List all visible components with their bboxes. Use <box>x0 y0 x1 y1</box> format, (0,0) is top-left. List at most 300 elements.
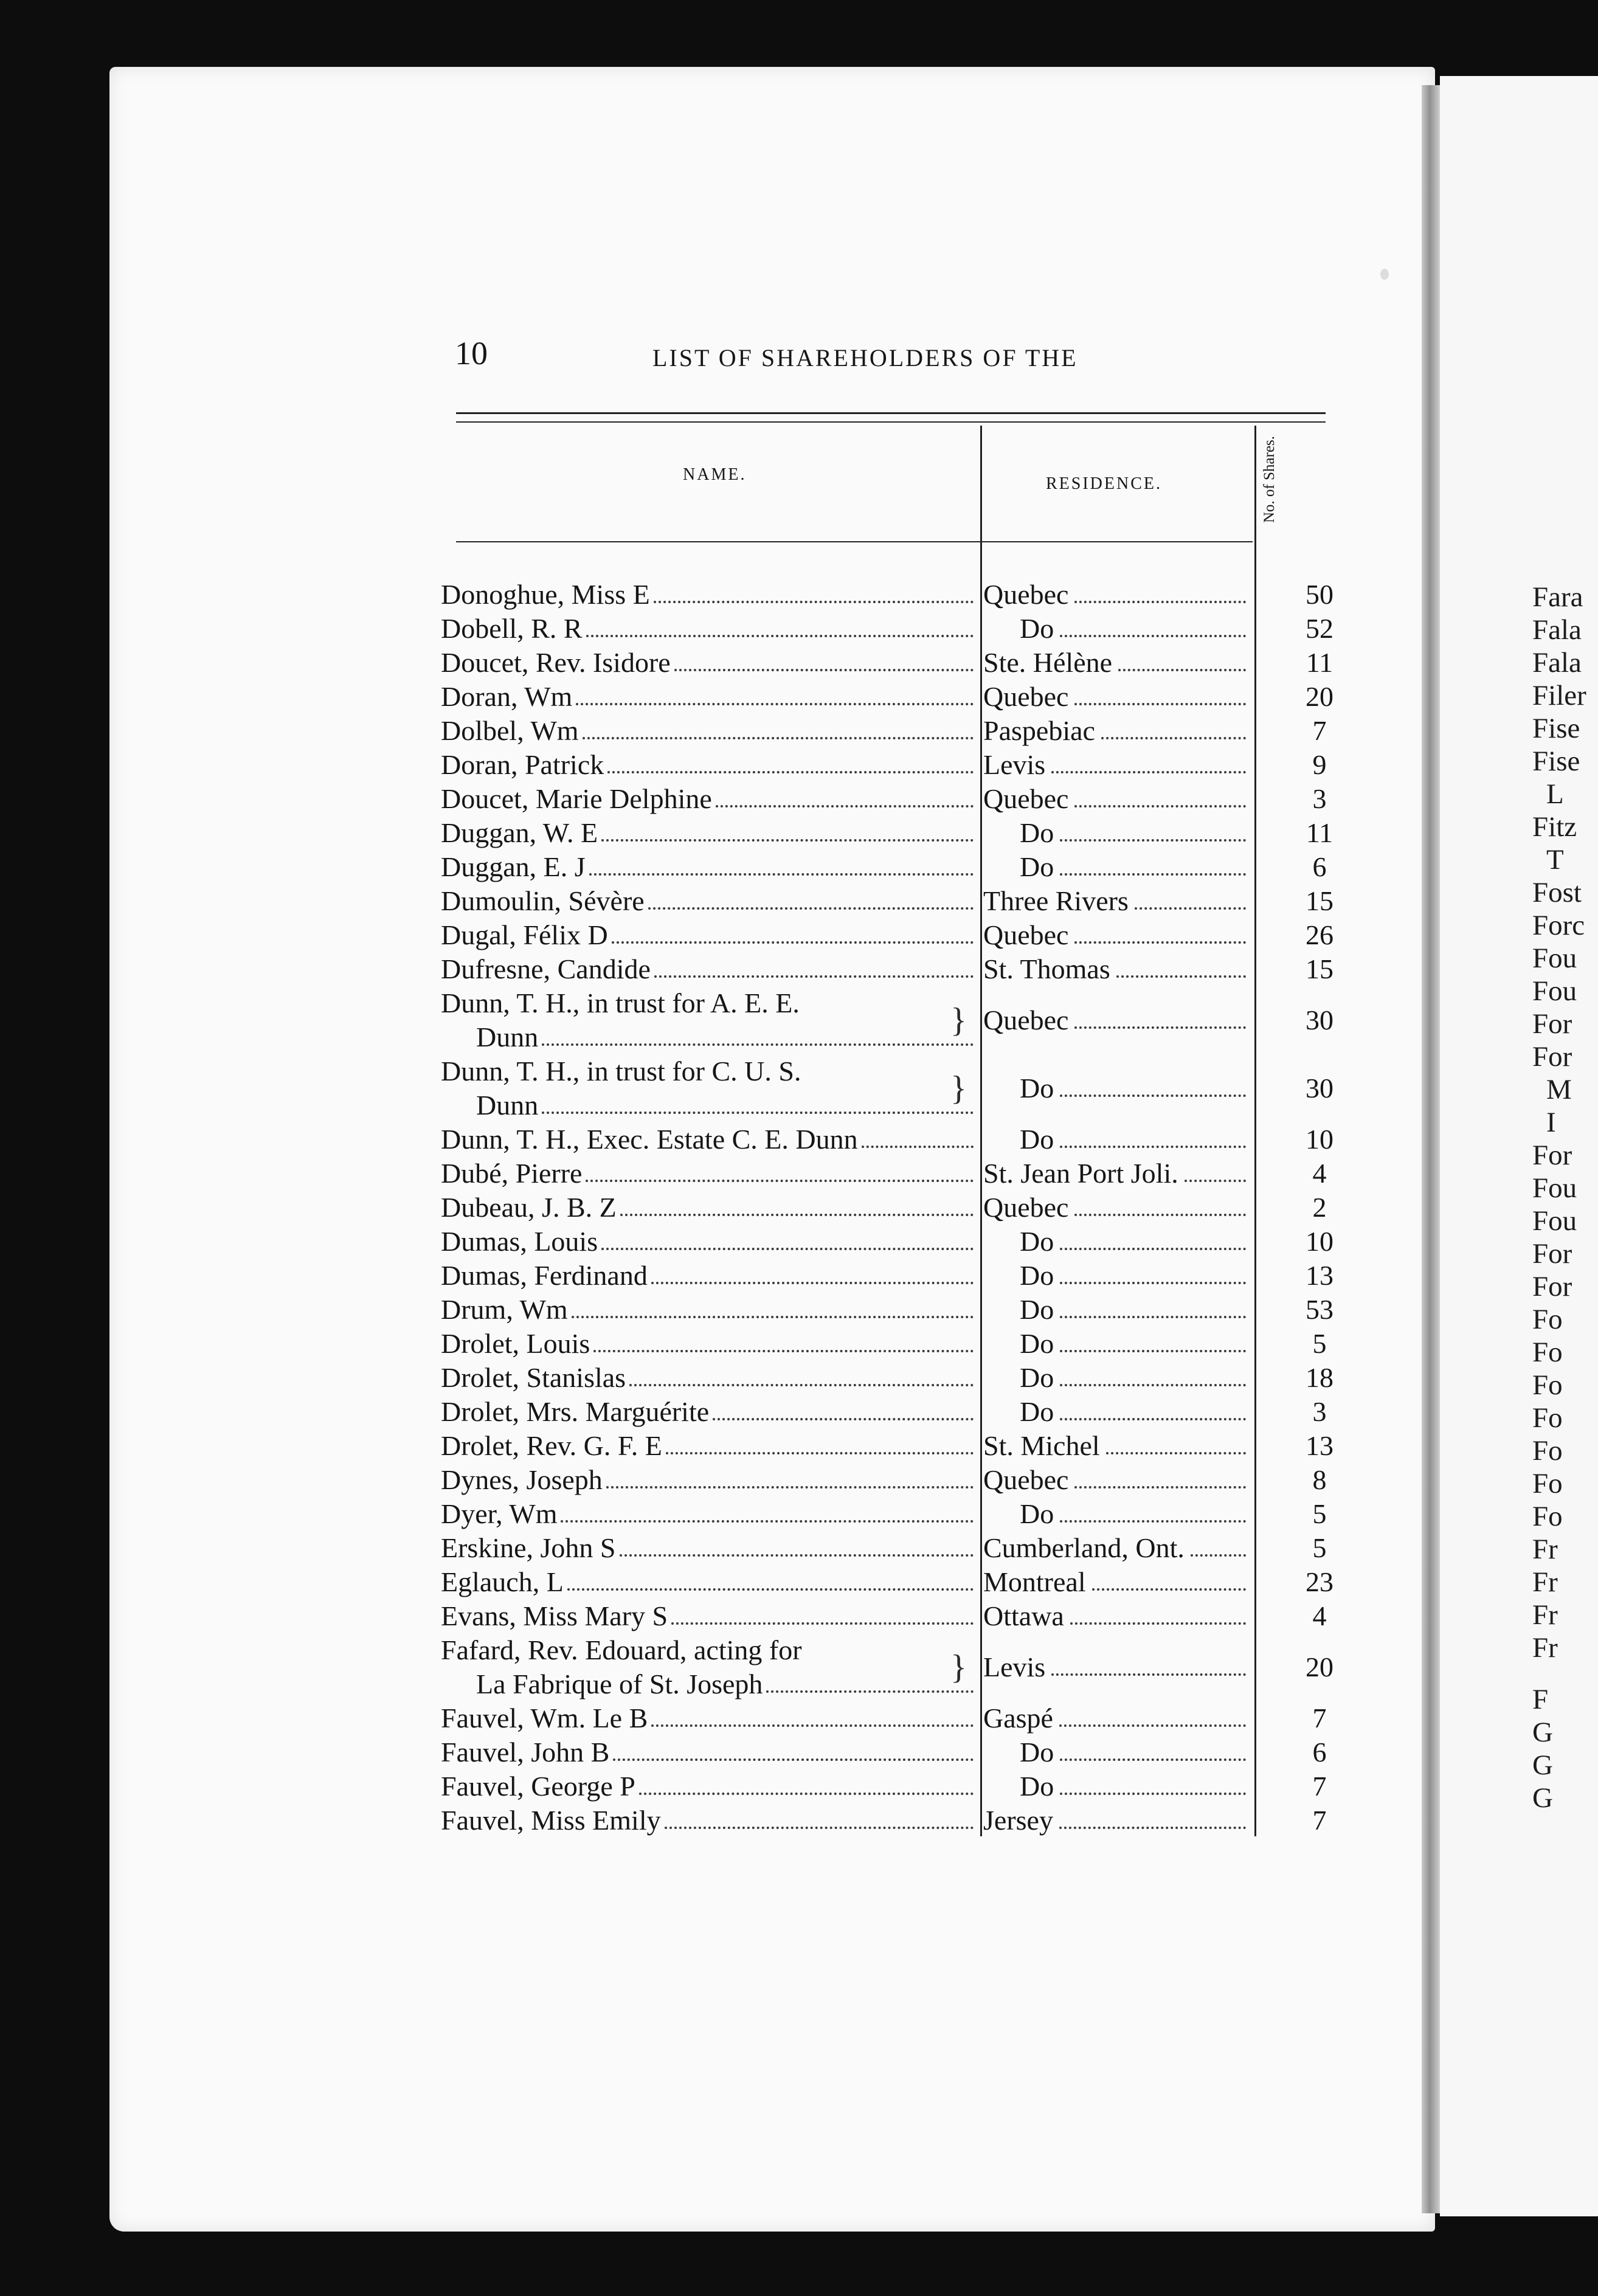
name-text: Dyer, Wm <box>441 1498 558 1529</box>
running-title: LIST OF SHAREHOLDERS OF THE <box>652 344 1078 372</box>
residence <box>983 1225 1251 1259</box>
shareholder-name <box>441 1429 976 1463</box>
shareholder-name <box>441 748 976 782</box>
leader-dots <box>1074 680 1246 705</box>
name-text: Eglauch, L <box>441 1566 564 1597</box>
share-count: 6 <box>1312 1737 1327 1768</box>
residence <box>983 918 1251 952</box>
residence-text: Three Rivers <box>983 885 1129 916</box>
table-row <box>441 748 1377 782</box>
residence <box>983 1361 1251 1395</box>
facing-page-fragment: For <box>1532 1139 1572 1171</box>
residence <box>983 612 1251 646</box>
facing-page-fragment: Fou <box>1532 975 1577 1007</box>
residence <box>983 1497 1251 1531</box>
share-count: 53 <box>1306 1294 1333 1325</box>
share-count: 20 <box>1306 1651 1333 1682</box>
share-count: 5 <box>1312 1498 1327 1529</box>
residence-text: Do <box>1020 1328 1054 1359</box>
table-row <box>441 850 1377 884</box>
shareholder-name <box>441 1463 976 1497</box>
leader-dots <box>766 1667 974 1693</box>
residence-text: Levis <box>983 1651 1046 1682</box>
residence <box>983 1650 1251 1684</box>
residence <box>983 1429 1251 1463</box>
leader-dots <box>1060 1497 1246 1523</box>
share-count: 7 <box>1312 1805 1327 1836</box>
residence-text: St. Thomas <box>983 953 1110 984</box>
leader-dots <box>572 1293 974 1318</box>
shareholder-name <box>441 1361 976 1395</box>
facing-page-fragment: Fo <box>1532 1304 1563 1335</box>
name-text: Dubé, Pierre <box>441 1158 583 1189</box>
share-count: 3 <box>1312 783 1327 814</box>
shareholder-name <box>441 986 976 1054</box>
name-text: Doran, Wm <box>441 681 573 712</box>
shareholder-name <box>441 1327 976 1361</box>
residence <box>983 1395 1251 1429</box>
leader-dots <box>1135 884 1246 910</box>
facing-page-fragment: M <box>1546 1074 1572 1105</box>
facing-page-fragment: Fara <box>1532 581 1583 613</box>
shareholder-name <box>441 714 976 748</box>
leader-dots <box>1060 612 1246 637</box>
leader-dots <box>1060 1259 1246 1284</box>
name-text: Drolet, Mrs. Marguérite <box>441 1396 710 1427</box>
residence-text: Quebec <box>983 1192 1069 1223</box>
residence-text: Do <box>1020 1260 1054 1291</box>
facing-page-fragment: L <box>1546 778 1564 810</box>
shareholder-name <box>441 680 976 714</box>
table-row <box>441 1225 1377 1259</box>
leader-dots <box>1051 1650 1246 1676</box>
leader-dots <box>1060 850 1246 876</box>
residence-text: Gaspé <box>983 1703 1053 1734</box>
residence <box>983 1803 1251 1838</box>
residence-text: Quebec <box>983 919 1069 950</box>
share-count: 3 <box>1312 1396 1327 1427</box>
table-row <box>441 986 1377 1054</box>
top-rule-thin <box>456 421 1326 423</box>
facing-page-fragment: Fo <box>1532 1501 1563 1532</box>
brace: } <box>950 1001 967 1039</box>
table-row <box>441 1157 1377 1191</box>
shareholder-name <box>441 646 976 680</box>
name-text: Fauvel, John B <box>441 1737 610 1768</box>
residence-text: Quebec <box>983 579 1069 610</box>
residence <box>983 952 1251 986</box>
share-count: 30 <box>1306 1073 1333 1104</box>
leader-dots <box>1101 714 1246 739</box>
residence <box>983 1122 1251 1157</box>
facing-page-fragment: Fo <box>1532 1435 1563 1467</box>
residence-text: Do <box>1020 1073 1054 1104</box>
shareholder-name <box>441 1157 976 1191</box>
shareholder-name <box>441 1769 976 1803</box>
share-count: 7 <box>1312 715 1327 746</box>
residence <box>983 1565 1251 1599</box>
share-count: 9 <box>1312 749 1327 780</box>
share-count: 5 <box>1312 1328 1327 1359</box>
name-text: Dufresne, Candide <box>441 953 651 984</box>
name-text: Dobell, R. R <box>441 613 583 644</box>
facing-page-fragment: F <box>1532 1684 1549 1715</box>
leader-dots <box>567 1565 974 1591</box>
residence-text: Do <box>1020 1771 1054 1802</box>
name-text: Donoghue, Miss E <box>441 579 650 610</box>
table-row <box>441 612 1377 646</box>
leader-dots <box>1074 578 1246 603</box>
residence <box>983 1157 1251 1191</box>
facing-page-fragment: Fost <box>1532 877 1582 908</box>
name-text: Fauvel, George P <box>441 1771 635 1802</box>
shareholder-name <box>441 1259 976 1293</box>
residence <box>983 578 1251 612</box>
shareholder-name <box>441 1803 976 1838</box>
share-count: 7 <box>1312 1703 1327 1734</box>
name-text: Drolet, Stanislas <box>441 1362 626 1393</box>
facing-page-fragment: T <box>1546 844 1564 876</box>
residence <box>983 1071 1251 1105</box>
name-text: Duggan, E. J <box>441 851 586 882</box>
residence <box>983 1735 1251 1769</box>
residence <box>983 1599 1251 1633</box>
brace: } <box>950 1648 967 1686</box>
facing-page-fragment: I <box>1546 1107 1556 1138</box>
table-row <box>441 1395 1377 1429</box>
leader-dots <box>713 1395 974 1420</box>
leader-dots <box>1060 1327 1246 1352</box>
residence <box>983 680 1251 714</box>
share-count: 52 <box>1306 613 1333 644</box>
shareholder-name <box>441 884 976 918</box>
shareholder-name <box>441 1395 976 1429</box>
leader-dots <box>1060 1395 1246 1420</box>
name-text: Dolbel, Wm <box>441 715 579 746</box>
shareholder-name <box>441 578 976 612</box>
name-text: Dunn, T. H., Exec. Estate C. E. Dunn <box>441 1124 858 1155</box>
leader-dots <box>1060 816 1246 842</box>
table-row <box>441 1735 1377 1769</box>
leader-dots <box>1106 1429 1246 1454</box>
share-count: 13 <box>1306 1260 1333 1291</box>
name-text: Fauvel, Wm. Le B <box>441 1703 648 1734</box>
table-row <box>441 680 1377 714</box>
facing-page-fragment: G <box>1532 1782 1553 1814</box>
shareholder-name <box>441 1701 976 1735</box>
facing-page-fragment: For <box>1532 1008 1572 1040</box>
share-count: 15 <box>1306 953 1333 984</box>
share-count: 2 <box>1312 1192 1327 1223</box>
table-row <box>441 646 1377 680</box>
facing-page-fragment: Fo <box>1532 1468 1563 1499</box>
page-blemish <box>1380 269 1389 280</box>
leader-dots <box>1051 748 1246 773</box>
residence-text: Do <box>1020 817 1054 848</box>
page-number: 10 <box>455 335 488 372</box>
residence <box>983 1531 1251 1565</box>
table-row <box>441 1327 1377 1361</box>
leader-dots <box>716 782 974 807</box>
leader-dots <box>583 714 974 739</box>
share-count: 50 <box>1306 579 1333 610</box>
leader-dots <box>606 1463 974 1489</box>
residence <box>983 1003 1251 1037</box>
table-row <box>441 1633 1377 1701</box>
leader-dots <box>1074 782 1246 807</box>
residence-text: Do <box>1020 1362 1054 1393</box>
residence-text: Cumberland, Ont. <box>983 1532 1185 1563</box>
name-text: Doran, Patrick <box>441 749 604 780</box>
name-text: Drolet, Louis <box>441 1328 590 1359</box>
residence-text: Do <box>1020 1124 1054 1155</box>
table-row <box>441 1361 1377 1395</box>
name-text: Dumas, Louis <box>441 1226 598 1257</box>
shareholder-name <box>441 1054 976 1122</box>
leader-dots <box>1059 1803 1246 1829</box>
shareholder-name <box>441 1531 976 1565</box>
leader-dots <box>1059 1701 1246 1727</box>
name-text: Drum, Wm <box>441 1294 568 1325</box>
leader-dots <box>613 1735 974 1761</box>
table-row <box>441 1701 1377 1735</box>
facing-page-fragment: Fr <box>1532 1566 1558 1598</box>
share-count: 20 <box>1306 681 1333 712</box>
residence <box>983 816 1251 850</box>
column-header-shares: No. of Shares. <box>1261 435 1278 523</box>
table-row <box>441 1599 1377 1633</box>
share-count: 4 <box>1312 1600 1327 1631</box>
facing-page-fragment: Fala <box>1532 614 1582 646</box>
name-text: Doucet, Marie Delphine <box>441 783 712 814</box>
facing-page-fragment: Fala <box>1532 647 1582 679</box>
residence <box>983 884 1251 918</box>
leader-dots <box>1074 1463 1246 1489</box>
residence <box>983 1769 1251 1803</box>
facing-page-fragment: Fou <box>1532 942 1577 974</box>
residence-text: Quebec <box>983 1005 1069 1036</box>
table-row <box>441 952 1377 986</box>
residence <box>983 748 1251 782</box>
leader-dots <box>639 1769 974 1795</box>
leader-dots <box>620 1191 974 1216</box>
leader-dots <box>561 1497 974 1523</box>
residence-text: Quebec <box>983 681 1069 712</box>
residence-text: Do <box>1020 1396 1054 1427</box>
shareholder-name <box>441 1565 976 1599</box>
facing-page-fragment: G <box>1532 1717 1553 1748</box>
name-text: Evans, Miss Mary S <box>441 1600 668 1631</box>
share-count: 30 <box>1306 1005 1333 1036</box>
leader-dots <box>620 1531 974 1557</box>
table-row <box>441 884 1377 918</box>
facing-page-fragment: For <box>1532 1041 1572 1073</box>
leader-dots <box>1074 1191 1246 1216</box>
leader-dots <box>1060 1361 1246 1386</box>
name-text: Erskine, John S <box>441 1532 616 1563</box>
residence-text: Do <box>1020 613 1054 644</box>
table-row <box>441 1122 1377 1157</box>
facing-page <box>1440 76 1598 2216</box>
table-row <box>441 1429 1377 1463</box>
leader-dots <box>1060 1293 1246 1318</box>
shareholder-name <box>441 850 976 884</box>
facing-page-fragment: Fr <box>1532 1632 1558 1664</box>
name-text: Dumas, Ferdinand <box>441 1260 648 1291</box>
leader-dots <box>612 918 974 944</box>
facing-page-fragment: For <box>1532 1271 1572 1302</box>
residence-text: Jersey <box>983 1805 1053 1836</box>
residence-text: Ste. Hélène <box>983 647 1113 678</box>
shareholder-name <box>441 1293 976 1327</box>
share-count: 8 <box>1312 1464 1327 1495</box>
residence-text: Montreal <box>983 1566 1086 1597</box>
leader-dots <box>542 1088 974 1114</box>
name-line-1: Fafard, Rev. Edouard, acting for <box>441 1634 802 1665</box>
residence <box>983 1191 1251 1225</box>
facing-page-fragment: Fitz <box>1532 811 1577 843</box>
leader-dots <box>654 952 974 978</box>
shareholder-name <box>441 1735 976 1769</box>
name-text: Dumoulin, Sévère <box>441 885 645 916</box>
leader-dots <box>1092 1565 1246 1591</box>
name-line-1: Dunn, T. H., in trust for C. U. S. <box>441 1056 801 1087</box>
leader-dots <box>671 1599 974 1625</box>
page-gutter-edge <box>1422 85 1440 2213</box>
leader-dots <box>651 1259 974 1284</box>
header-rule <box>456 541 1253 542</box>
name-text: Dynes, Joseph <box>441 1464 603 1495</box>
residence-text: Quebec <box>983 1464 1069 1495</box>
share-count: 5 <box>1312 1532 1327 1563</box>
shareholder-name <box>441 1497 976 1531</box>
residence-text: Do <box>1020 851 1054 882</box>
leader-dots <box>1191 1531 1246 1557</box>
residence <box>983 1293 1251 1327</box>
leader-dots <box>607 748 974 773</box>
leader-dots <box>1074 1003 1246 1029</box>
residence <box>983 850 1251 884</box>
leader-dots <box>542 1020 974 1046</box>
facing-page-fragment: Fo <box>1532 1402 1563 1434</box>
table-row <box>441 1054 1377 1122</box>
share-count: 13 <box>1306 1430 1333 1461</box>
table-row <box>441 1293 1377 1327</box>
residence <box>983 714 1251 748</box>
facing-page-fragment: Fou <box>1532 1205 1577 1237</box>
share-count: 10 <box>1306 1124 1333 1155</box>
facing-page-fragment: Filer <box>1532 680 1586 711</box>
facing-page-fragment: Forc <box>1532 910 1585 941</box>
residence-text: St. Michel <box>983 1430 1100 1461</box>
facing-page-fragment: Fise <box>1532 713 1580 744</box>
name-text: Drolet, Rev. G. F. E <box>441 1430 662 1461</box>
top-rule <box>456 412 1326 414</box>
leader-dots <box>1060 1735 1246 1761</box>
table-row <box>441 1565 1377 1599</box>
residence-text: Paspebiac <box>983 715 1095 746</box>
facing-page-fragment: Fo <box>1532 1369 1563 1401</box>
residence <box>983 782 1251 816</box>
residence-text: Do <box>1020 1294 1054 1325</box>
leader-dots <box>586 1157 974 1182</box>
leader-dots <box>1074 918 1246 944</box>
table-row <box>441 1803 1377 1838</box>
table-row <box>441 1531 1377 1565</box>
share-count: 11 <box>1306 647 1333 678</box>
facing-page-fragment: G <box>1532 1749 1553 1781</box>
leader-dots <box>1185 1157 1246 1182</box>
leader-dots <box>1060 1071 1246 1097</box>
residence <box>983 1259 1251 1293</box>
brace: } <box>950 1070 967 1107</box>
facing-page-fragment: Fise <box>1532 745 1580 777</box>
table-row <box>441 578 1377 612</box>
facing-page-fragment: Fo <box>1532 1336 1563 1368</box>
name-text: Fauvel, Miss Emily <box>441 1805 661 1836</box>
shareholder-name <box>441 918 976 952</box>
share-count: 11 <box>1306 817 1333 848</box>
leader-dots <box>651 1701 974 1727</box>
residence <box>983 1463 1251 1497</box>
leader-dots <box>654 578 974 603</box>
leader-dots <box>648 884 974 910</box>
leader-dots <box>1060 1225 1246 1250</box>
share-count: 6 <box>1312 851 1327 882</box>
name-line-2: Dunn <box>476 1090 539 1121</box>
leader-dots <box>586 612 974 637</box>
share-count: 26 <box>1306 919 1333 950</box>
residence-text: Do <box>1020 1498 1054 1529</box>
leader-dots <box>589 850 974 876</box>
table-row <box>441 782 1377 816</box>
table-row <box>441 1497 1377 1531</box>
table-row <box>441 1191 1377 1225</box>
share-count: 7 <box>1312 1771 1327 1802</box>
shareholder-name <box>441 952 976 986</box>
leader-dots <box>1118 646 1246 671</box>
shareholder-name <box>441 1225 976 1259</box>
name-text: Doucet, Rev. Isidore <box>441 647 671 678</box>
share-count: 4 <box>1312 1158 1327 1189</box>
name-text: Dubeau, J. B. Z <box>441 1192 617 1223</box>
leader-dots <box>1060 1769 1246 1795</box>
column-header-name: NAME. <box>683 465 747 484</box>
table-row <box>441 918 1377 952</box>
residence-text: Levis <box>983 749 1046 780</box>
share-count: 23 <box>1306 1566 1333 1597</box>
share-count: 18 <box>1306 1362 1333 1393</box>
name-line-2: Dunn <box>476 1022 539 1053</box>
leader-dots <box>1060 1122 1246 1148</box>
share-count: 10 <box>1306 1226 1333 1257</box>
residence <box>983 646 1251 680</box>
residence <box>983 1701 1251 1735</box>
name-text: Duggan, W. E <box>441 817 598 848</box>
shareholder-name <box>441 816 976 850</box>
residence-text: Do <box>1020 1226 1054 1257</box>
facing-page-fragment: Fou <box>1532 1172 1577 1204</box>
residence <box>983 1327 1251 1361</box>
facing-page-fragment: For <box>1532 1238 1572 1270</box>
shareholder-name <box>441 1191 976 1225</box>
shareholder-name <box>441 1599 976 1633</box>
residence-text: Ottawa <box>983 1600 1064 1631</box>
shareholder-name <box>441 1122 976 1157</box>
residence-text: Quebec <box>983 783 1069 814</box>
leader-dots <box>1116 952 1246 978</box>
shareholder-name <box>441 612 976 646</box>
